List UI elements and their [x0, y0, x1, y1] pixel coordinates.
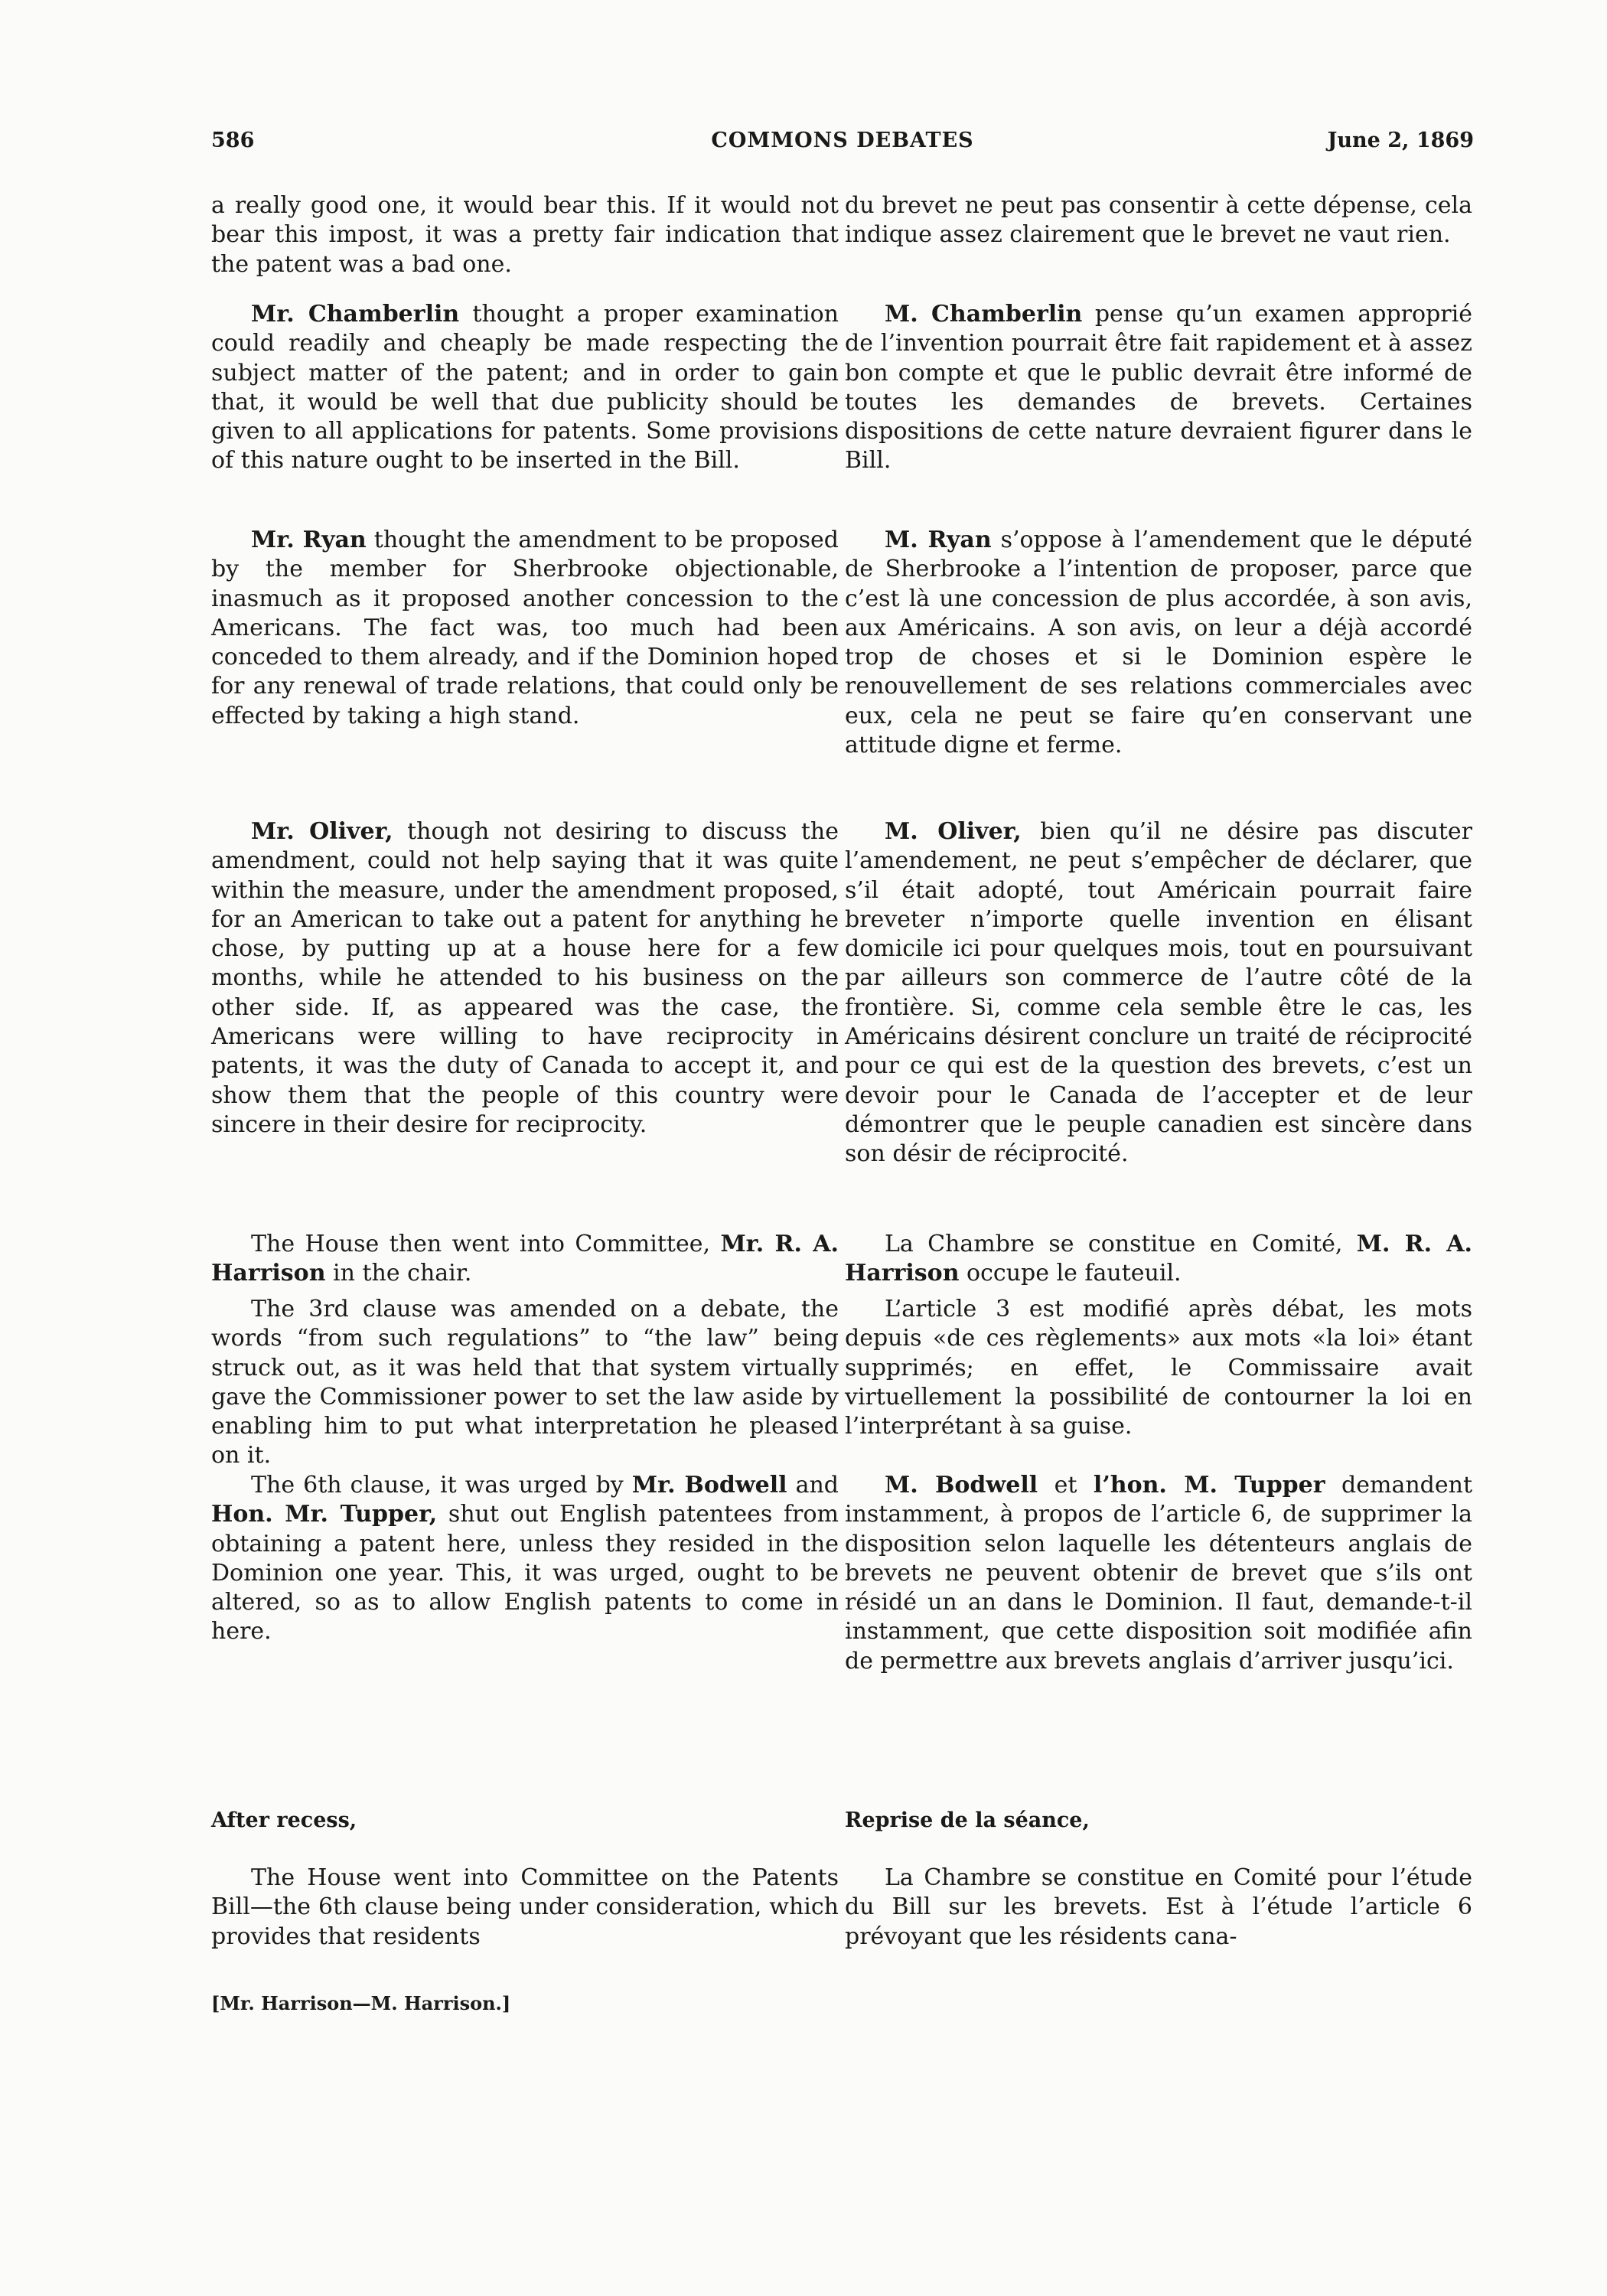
en-speaker-bodwell: Mr. Bodwell [631, 1472, 787, 1499]
en-paragraph-recess: The House went into Committee on the Patents Bill—the 6th clause being under consideration, which provides that residents [211, 1864, 839, 1950]
fr-clause6-b: et [1038, 1472, 1094, 1499]
fr-committee-tail: occupe le fauteuil. [959, 1260, 1182, 1287]
fr-chamberlin-text: pense qu’un examen approprié de l’invention pourrait être fait rapidement et à assez bon compte et que le public devrait être informé de toutes les demandes de brevets. Certaines dispositions de cette nature devraient figurer dans le Bill. [845, 301, 1472, 475]
fr-chair-name: M. R. A. Harrison [845, 1231, 1472, 1287]
fr-clause6-c: demandent instamment, à propos de l’article 6, de supprimer la disposition selon laquelle les détenteurs anglais de brevets ne peuvent obtenir de brevet que s’ils ont résidé un an dans le Dominion. Il faut, demande-t-il instamment, que cette disposition soit modifiée afin de permettre aux brevets anglais d’arriver jusqu’ici. [845, 1472, 1472, 1675]
fr-speaker-chamberlin: M. Chamberlin [885, 301, 1083, 328]
fr-paragraph-chamberlin [845, 300, 1472, 476]
fr-oliver-text: bien qu’il ne désire pas discuter l’amendement, ne peut s’empêcher de déclarer, que s’il était adopté, tout Américain pourrait faire breveter n’importe quelle invention en élisant domicile ici pour quelques mois, tout en poursuivant par ailleurs son commerce de l’autre côté de la frontière. Si, comme cela semble être le cas, les Américains désirent conclure un traité de réciprocité pour ce qui est de la question des brevets, c’est un devoir pour le Canada de l’accepter et de leur démontrer que le peuple canadien est sincère dans son désir de réciprocité. [845, 818, 1472, 1168]
header-date: June 2, 1869 [1327, 129, 1474, 152]
en-chair-name: Mr. R. A. Harrison [211, 1231, 839, 1287]
en-paragraph-ryan [211, 526, 839, 731]
fr-paragraph-ryan [845, 526, 1472, 760]
en-paragraph-oliver [211, 817, 839, 1140]
running-header [211, 129, 1474, 159]
en-chamberlin-text: thought a proper examination could readily and cheaply be made respecting the subject matter of the patent; and in order to gain that, it would be well that due publicity should be given to all applications for patents. Some provisions of this nature ought to be inserted in the Bill. [211, 301, 839, 475]
en-committee-text: The House then went into Committee, [251, 1231, 721, 1257]
en-speaker-chamberlin: Mr. Chamberlin [251, 301, 460, 328]
en-clause6-c: shut out English patentees from obtaining a patent here, unless they resided in the Dominion one year. This, it was urged, ought to be altered, so as to allow English patents to come in here. [211, 1501, 839, 1645]
fr-paragraph-oliver [845, 817, 1472, 1169]
fr-paragraph-1: du brevet ne peut pas consentir à cette dépense, cela indique assez clairement que le brevet ne vaut rien. [845, 192, 1472, 249]
fr-speaker-tupper: l’hon. M. Tupper [1093, 1472, 1325, 1499]
fr-paragraph-clause-6 [845, 1471, 1472, 1676]
en-paragraph-clause-6 [211, 1471, 839, 1647]
fr-paragraph-committee [845, 1230, 1472, 1289]
publication-title: COMMONS DEBATES [711, 129, 974, 152]
en-paragraph-committee [211, 1230, 839, 1289]
en-oliver-text: though not desiring to discuss the amendment, could not help saying that it was quite within the measure, under the amendment proposed, for an American to take out a patent for anything he chose, by putting up at a house here for a few months, while he attended to his business on the other side. If, as appeared was the case, the Americans were willing to have reciprocity in patents, it was the duty of Canada to accept it, and show them that the people of this country were sincere in their desire for reciprocity. [211, 818, 839, 1138]
en-recess-heading: After recess, [211, 1808, 357, 1832]
fr-committee-text: La Chambre se constitue en Comité, [885, 1231, 1357, 1257]
fr-speaker-oliver: M. Oliver, [885, 818, 1022, 845]
footer-reference: [Mr. Harrison—M. Harrison.] [211, 1992, 511, 2014]
en-paragraph-1: a really good one, it would bear this. If it would not bear this impost, it was a pretty fair indication that the patent was a bad one. [211, 192, 839, 278]
fr-speaker-ryan: M. Ryan [885, 527, 992, 553]
en-speaker-ryan: Mr. Ryan [251, 527, 367, 553]
en-paragraph-chamberlin [211, 300, 839, 476]
en-clause6-b: and [787, 1472, 839, 1499]
page-number: 586 [211, 129, 255, 152]
fr-speaker-bodwell: M. Bodwell [885, 1472, 1038, 1499]
en-committee-tail: in the chair. [325, 1260, 472, 1287]
fr-paragraph-clause-3: L’article 3 est modifié après débat, les mots depuis «de ces règlements» aux mots «la loi» étant supprimés; en effet, le Commissaire avait virtuellement la possibilité de contourner la loi en l’interprétant à sa guise. [845, 1296, 1472, 1440]
fr-ryan-text: s’oppose à l’amendement que le député de Sherbrooke a l’intention de proposer, parce que c’est là une concession de plus accordée, à son avis, aux Américains. A son avis, on leur a déjà accordé trop de choses et si le Dominion espère le renouvellement de ses relations commerciales avec eux, cela ne peut se faire qu’en conservant une attitude digne et ferme. [845, 527, 1472, 759]
en-speaker-oliver: Mr. Oliver, [251, 818, 393, 845]
fr-recess-heading: Reprise de la séance, [845, 1808, 1090, 1832]
en-speaker-tupper: Hon. Mr. Tupper, [211, 1501, 438, 1528]
en-paragraph-clause-3: The 3rd clause was amended on a debate, the words “from such regulations” to “the law” being struck out, as it was held that that system virtually gave the Commissioner power to set the law aside by enabling him to put what interpretation he pleased on it. [211, 1296, 839, 1469]
en-clause6-a: The 6th clause, it was urged by [251, 1472, 632, 1499]
en-ryan-text: thought the amendment to be proposed by the member for Sherbrooke objectionable, inasmuch as it proposed another concession to the Americans. The fact was, too much had been conceded to them already, and if the Dominion hoped for any renewal of trade relations, that could only be effected by taking a high stand. [211, 527, 839, 729]
fr-paragraph-recess: La Chambre se constitue en Comité pour l’étude du Bill sur les brevets. Est à l’étude l’article 6 prévoyant que les résidents cana- [845, 1864, 1472, 1950]
